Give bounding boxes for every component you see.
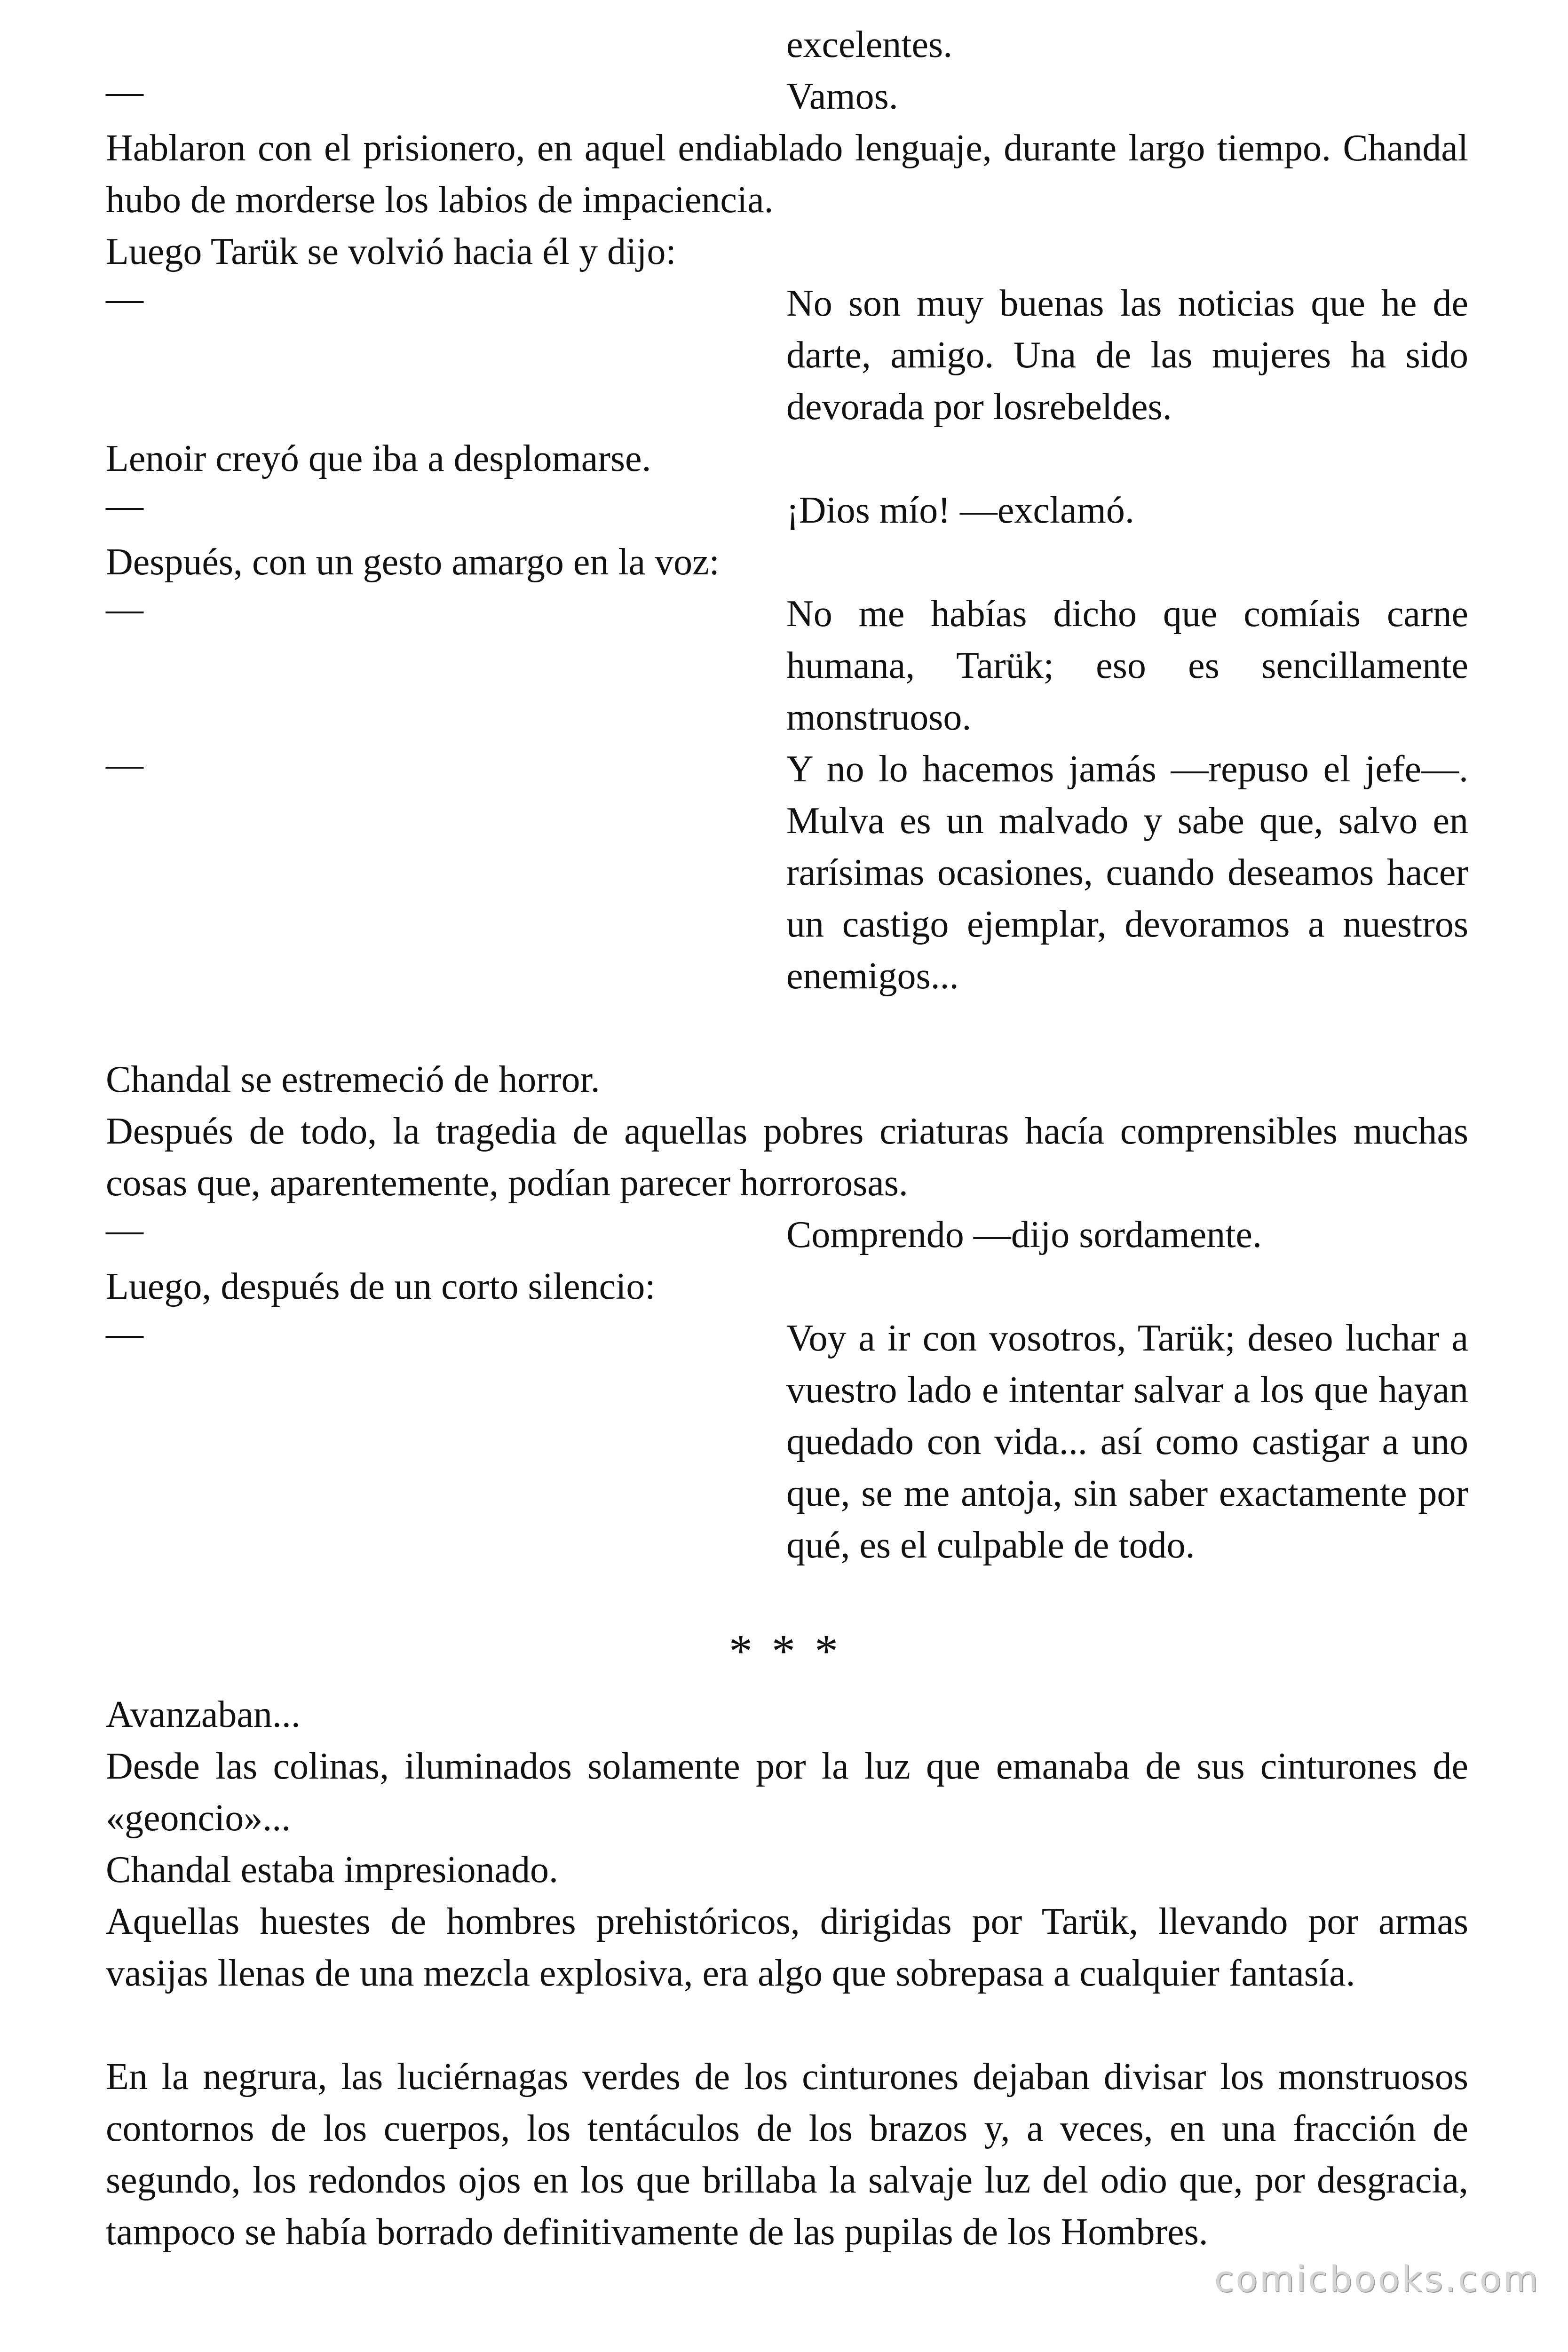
narration-paragraph: Aquellas huestes de hombres prehistóricos, dirigidas por Tarük, llevando por armas vasijas llenas de una mezcla explosiva, era algo que sobrepasa a cualquier fantasía. xyxy=(106,1901,1468,1994)
narration-paragraph: Hablaron con el prisionero, en aquel endiablado lenguaje, durante largo tiempo. Chandal hubo de morderse los labios de impaciencia. xyxy=(106,127,1468,221)
dialogue-dash: — xyxy=(106,1313,143,1354)
dialogue-dash: — xyxy=(106,278,143,319)
dialogue-line: Vamos. xyxy=(786,76,898,117)
narration-paragraph: Chandal se estremeció de horror. xyxy=(106,1059,600,1100)
narration-paragraph: Desde las colinas, iluminados solamente por la luz que emanaba de sus cinturones de «geoncio»... xyxy=(106,1746,1468,1839)
narration-paragraph: Luego, después de un corto silencio: xyxy=(106,1266,656,1307)
narration-paragraph: Avanzaban... xyxy=(106,1694,301,1735)
narration-paragraph: Después, con un gesto amargo en la voz: xyxy=(106,541,720,583)
narration-paragraph: Después de todo, la tragedia de aquellas pobres criaturas hacía comprensibles muchas cosas que, aparentemente, podían parecer horrorosas. xyxy=(106,1111,1468,1204)
narration-paragraph: Lenoir creyó que iba a desplomarse. xyxy=(106,438,651,479)
section-separator: * * * xyxy=(729,1625,842,1677)
dialogue-line: ¡Dios mío! —exclamó. xyxy=(786,490,1134,531)
narration-paragraph: Luego Tarük se volvió hacia él y dijo: xyxy=(106,231,676,272)
dialogue-line: No son muy buenas las noticias que he de darte, amigo. Una de las mujeres ha sido devorada por losrebeldes. xyxy=(786,283,1468,428)
narration-paragraph: Chandal estaba impresionado. xyxy=(106,1849,558,1891)
dialogue-line: excelentes. xyxy=(786,24,953,65)
watermark: comicbooks.com xyxy=(1214,2258,1540,2300)
dialogue-line: No me habías dicho que comíais carne humana, Tarük; eso es sencillamente monstruoso. xyxy=(786,593,1468,738)
dialogue-line: Y no lo hacemos jamás —repuso el jefe—. Mulva es un malvado y sabe que, salvo en rarísimas ocasiones, cuando deseamos hacer un castigo ejemplar, devoramos a nuestros enemigos... xyxy=(786,748,1468,997)
dialogue-dash: — xyxy=(106,1209,143,1251)
dialogue-line: Comprendo —dijo sordamente. xyxy=(786,1214,1262,1255)
dialogue-line: Voy a ir con vosotros, Tarük; deseo luchar a vuestro lado e intentar salvar a los que hayan quedado con vida... así como castigar a uno que, se me antoja, sin saber exactamente por qué, es el culpable de todo. xyxy=(786,1318,1468,1566)
dialogue-dash: — xyxy=(106,588,143,630)
narration-paragraph: En la negrura, las luciérnagas verdes de los cinturones dejaban divisar los monstruosos contornos de los cuerpos, los tentáculos de los brazos y, a veces, en una fracción de segundo, los redondos ojos en los que brillaba la salvaje luz del odio que, por desgracia, tampoco se había borrado definitivamente de las pupilas de los Hombres. xyxy=(106,2056,1468,2253)
dialogue-dash: — xyxy=(106,71,143,112)
dialogue-dash: — xyxy=(106,744,143,785)
dialogue-dash: — xyxy=(106,485,143,526)
